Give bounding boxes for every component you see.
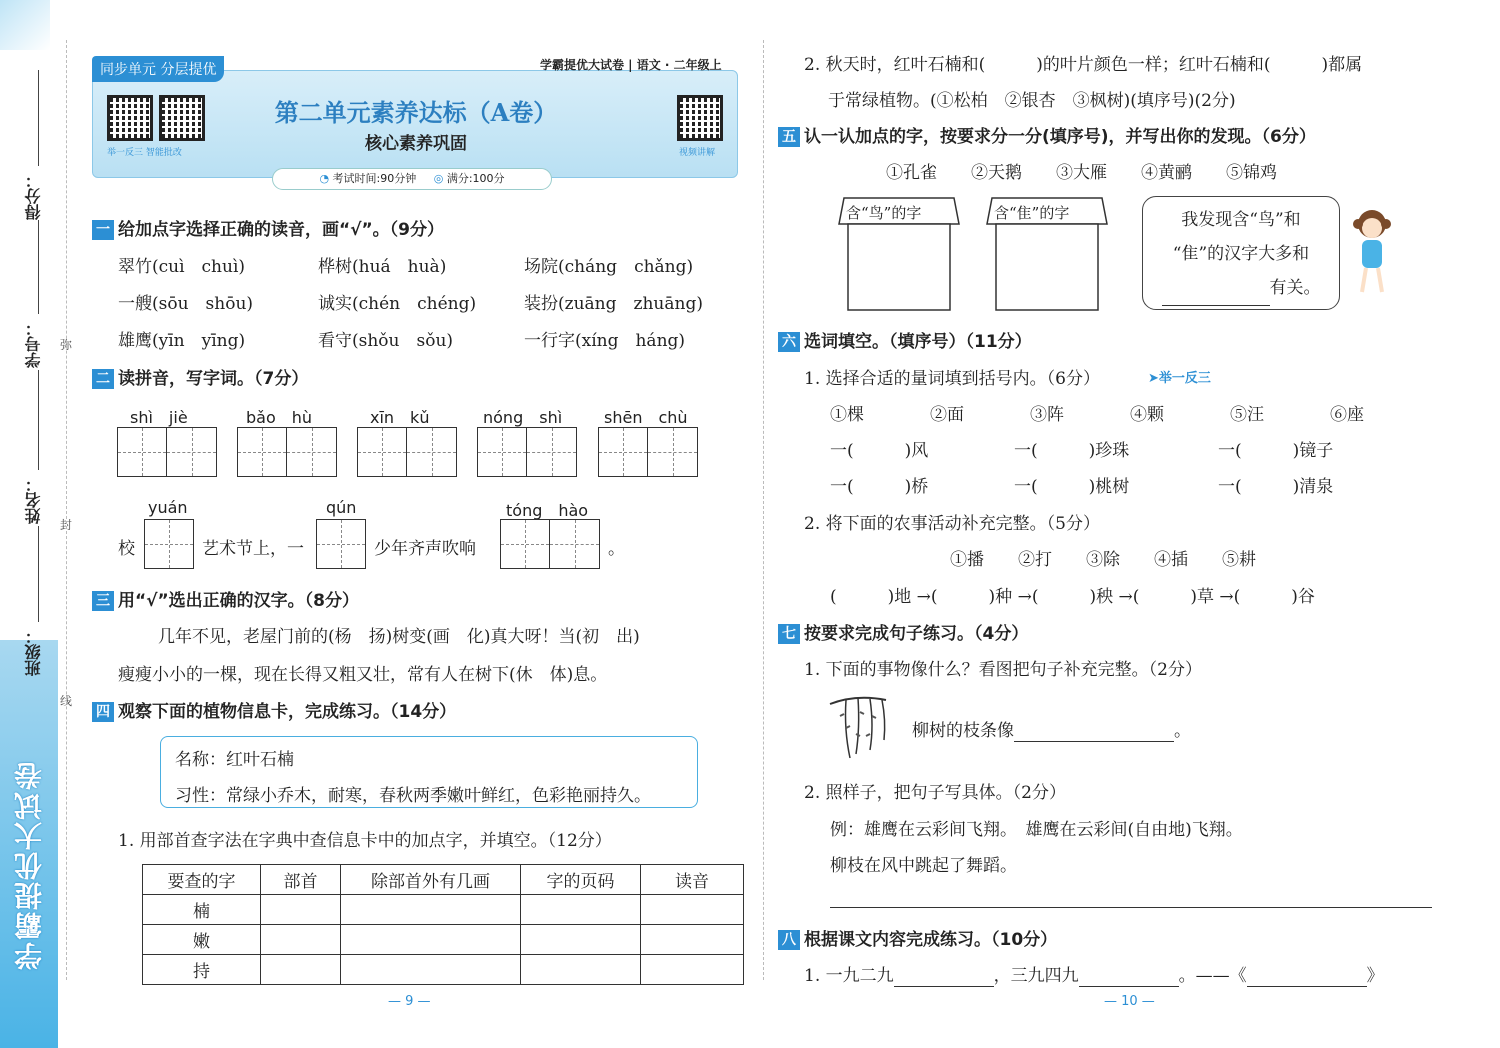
- options-line: ①播 ②打 ③除 ④插 ⑤耕: [950, 550, 1256, 570]
- example-text: 例：雄鹰在云彩间飞翔。 雄鹰在云彩间(自由地)飞翔。: [830, 820, 1243, 840]
- page-number: — 9 —: [388, 994, 431, 1009]
- answer-blank[interactable]: [1014, 721, 1174, 742]
- section-title: 选词填空。（填序号）（11分）: [804, 332, 1032, 352]
- check-icon: ◎: [433, 172, 444, 185]
- pinyin: shì jiè: [130, 408, 188, 427]
- pinyin: xīn kǔ: [370, 408, 430, 427]
- fill-item[interactable]: 一( )桃树: [1014, 477, 1130, 497]
- writing-grid[interactable]: [477, 427, 577, 477]
- section-tag: 同步单元 分层提优: [92, 56, 224, 82]
- section-number: 八: [778, 930, 800, 950]
- pinyin: tóng hào: [506, 501, 589, 520]
- house-label: 含“隹”的字: [994, 204, 1070, 222]
- writing-grid[interactable]: [357, 427, 457, 477]
- passage-line: 几年不见，老屋门前的(杨 扬)树变(画 化)真大呀！当(初 出): [158, 627, 640, 647]
- sentence-text: 少年齐声吹响: [374, 539, 476, 559]
- girl-illustration: [1350, 204, 1394, 300]
- option: ⑤汪: [1230, 405, 1264, 425]
- table-header: 读音: [641, 865, 744, 895]
- section-1-heading: [92, 215, 444, 240]
- page-divider: [763, 40, 764, 980]
- s1-item: 诚实(chén chéng): [318, 294, 477, 314]
- section-title: 观察下面的植物信息卡，完成练习。（14分）: [118, 702, 457, 722]
- options-line: ①孔雀 ②天鹅 ③大雁 ④黄鹂 ⑤锦鸡: [886, 163, 1277, 183]
- binding-dash-line: [66, 40, 67, 980]
- table-header: 字的页码: [521, 865, 641, 895]
- s1-item: 桦树(huá huà): [318, 257, 447, 277]
- section-8-heading: [778, 925, 1057, 950]
- question-text: 1. 下面的事物像什么？看图把句子补充完整。（2分）: [804, 660, 1202, 680]
- question-text: 1. 选择合适的量词填到括号内。（6分）: [804, 369, 1100, 389]
- section-title: 给加点字选择正确的读音，画“√”。（9分）: [118, 220, 445, 240]
- sentence-text: 校: [118, 539, 135, 559]
- sentence-text: 艺术节上，一: [202, 539, 304, 559]
- option: ①棵: [830, 405, 864, 425]
- name-line: [38, 370, 39, 470]
- option: ④颗: [1130, 405, 1164, 425]
- class-line: [38, 526, 39, 622]
- fill-item[interactable]: 一( )桥: [830, 477, 929, 497]
- bubble-line: “隹”的汉字大多和: [1172, 244, 1310, 264]
- qr-caption-left: 举一反三 智能批改: [107, 148, 182, 158]
- page-subtitle: 核心素养巩固: [365, 134, 467, 154]
- section-number: 七: [778, 624, 800, 644]
- sentence-text: 。: [608, 539, 625, 559]
- question-text: 2. 秋天时，红叶石楠和( )的叶片颜色一样；红叶石楠和( )都属: [804, 55, 1363, 75]
- score-line: [38, 70, 39, 166]
- class-label: 班级：: [24, 628, 43, 676]
- section-7-heading: [778, 619, 1028, 644]
- section-number: 六: [778, 332, 800, 352]
- section-2-heading: [92, 364, 308, 389]
- s1-item: 一艘(sōu shōu): [118, 294, 254, 314]
- section-number: 四: [92, 702, 114, 722]
- writing-grid[interactable]: [500, 519, 600, 569]
- pinyin: bǎo hù: [246, 408, 313, 427]
- pinyin: qún: [326, 498, 357, 517]
- header-banner: [92, 70, 738, 178]
- binding-mark-mi: 弥: [60, 338, 73, 352]
- section-number: 一: [92, 220, 114, 240]
- answer-blank[interactable]: [1247, 966, 1367, 987]
- page-number: — 10 —: [1104, 994, 1155, 1009]
- plant-info-card: [160, 736, 698, 808]
- section-number: 五: [778, 127, 800, 147]
- writing-grid[interactable]: [598, 427, 698, 477]
- binding-mark-xian: 线: [60, 694, 73, 708]
- section-title: 读拼音，写字词。（7分）: [118, 369, 309, 389]
- table-row: [143, 925, 744, 955]
- sentence-text: 柳树的枝条像 。: [912, 721, 1191, 741]
- section-title: 认一认加点的字，按要求分一分(填序号)，并写出你的发现。（6分）: [804, 127, 1316, 147]
- table-cell: 嫩: [143, 925, 261, 955]
- student-id-line: [38, 220, 39, 314]
- table-row: [143, 895, 744, 925]
- writing-grid[interactable]: [237, 427, 337, 477]
- passage-line: 瘦瘦小小的一棵，现在长得又粗又壮，常有人在树下(休 体)息。: [118, 665, 608, 685]
- section-5-heading: [778, 122, 1316, 147]
- series-label: 学霸提优大试卷 | 语文 · 二年级上: [540, 58, 722, 72]
- section-number: 二: [92, 369, 114, 389]
- s1-item: 场院(cháng chǎng): [524, 257, 694, 277]
- student-id-label: 学号：: [24, 320, 43, 368]
- lookup-table: [142, 864, 744, 985]
- exam-score: 满分:100分: [446, 172, 505, 185]
- pinyin: shēn chù: [604, 408, 688, 427]
- table-header: 除部首外有几画: [341, 865, 521, 895]
- fill-item[interactable]: 一( )风: [830, 441, 929, 461]
- card-habit: 习性：常绿小乔木，耐寒，春秋两季嫩叶鲜红，色彩艳丽持久。: [175, 786, 651, 806]
- section-number: 三: [92, 591, 114, 611]
- fill-item[interactable]: 一( )珍珠: [1014, 441, 1130, 461]
- answer-line[interactable]: [830, 907, 1432, 908]
- option: ⑥座: [1330, 405, 1364, 425]
- table-header: 部首: [261, 865, 341, 895]
- s1-item: 翠竹(cuì chuì): [118, 257, 246, 277]
- s1-item: 看守(shǒu sǒu): [318, 331, 454, 351]
- willow-illustration: [826, 690, 904, 762]
- writing-grid[interactable]: [117, 427, 217, 477]
- binding-mark-feng: 封: [60, 518, 73, 532]
- answer-blank[interactable]: [894, 966, 994, 987]
- section-6-heading: [778, 327, 1032, 352]
- score-label: 得分：: [24, 172, 43, 220]
- answer-blank[interactable]: [1162, 271, 1270, 306]
- fill-item[interactable]: 一( )清泉: [1218, 477, 1334, 497]
- fill-item[interactable]: ( )地 →( )种 →( )秧 →( )草 →( )谷: [830, 587, 1315, 607]
- question-text: 于常绿植物。(①松柏 ②银杏 ③枫树)(填序号)(2分): [828, 91, 1236, 111]
- question-text: 1. 一九二九 ，三九四九 。——《 》: [804, 966, 1384, 986]
- writing-grid[interactable]: [316, 519, 366, 569]
- section-3-heading: [92, 586, 359, 611]
- answer-blank[interactable]: [1079, 966, 1179, 987]
- bubble-line: 我发现含“鸟”和: [1181, 210, 1301, 230]
- question-text: 1. 用部首查字法在字典中查信息卡中的加点字，并填空。（12分）: [118, 831, 612, 851]
- arrow-icon: ➤: [1148, 371, 1159, 386]
- section-title: 用“√”选出正确的汉字。（8分）: [118, 591, 360, 611]
- exam-time: 考试时间:90分钟: [332, 172, 417, 185]
- question-text: 2. 照样子，把句子写具体。（2分）: [804, 783, 1066, 803]
- task-text: 柳枝在风中跳起了舞蹈。: [830, 856, 1017, 876]
- exam-info-pill: [272, 168, 552, 190]
- table-row: [143, 955, 744, 985]
- table-header: 要查的字: [143, 865, 261, 895]
- fill-item[interactable]: 一( )镜子: [1218, 441, 1334, 461]
- name-label: 姓名：: [24, 476, 43, 524]
- question-text: 2. 将下面的农事活动补充完整。（5分）: [804, 514, 1100, 534]
- s1-item: 装扮(zuāng zhuāng): [524, 294, 703, 314]
- house-label: 含“鸟”的字: [846, 204, 922, 222]
- corner-decoration: [0, 0, 50, 50]
- brand-logo: 学霸提优大试卷: [13, 760, 46, 970]
- section-title: 根据课文内容完成练习。（10分）: [804, 930, 1058, 950]
- clock-icon: ◔: [319, 172, 330, 185]
- page-title: 第二单元素养达标（A卷）: [274, 98, 558, 127]
- speech-bubble: [1142, 196, 1340, 310]
- card-name: 名称：红叶石楠: [175, 750, 294, 770]
- table-cell: 持: [143, 955, 261, 985]
- bubble-line: 有关。: [1269, 278, 1321, 298]
- pinyin: nóng shì: [483, 408, 563, 427]
- hint-link[interactable]: ➤举一反三: [1148, 371, 1211, 386]
- section-title: 按要求完成句子练习。（4分）: [804, 624, 1029, 644]
- s1-item: 雄鹰(yīn yīng): [118, 331, 246, 351]
- option: ③阵: [1030, 405, 1064, 425]
- pinyin: yuán: [148, 498, 188, 517]
- option: ②面: [930, 405, 964, 425]
- section-4-heading: [92, 697, 456, 722]
- writing-grid[interactable]: [144, 519, 194, 569]
- table-cell: 楠: [143, 895, 261, 925]
- qr-caption-right: 视频讲解: [679, 148, 716, 158]
- s1-item: 一行字(xíng háng): [524, 331, 686, 351]
